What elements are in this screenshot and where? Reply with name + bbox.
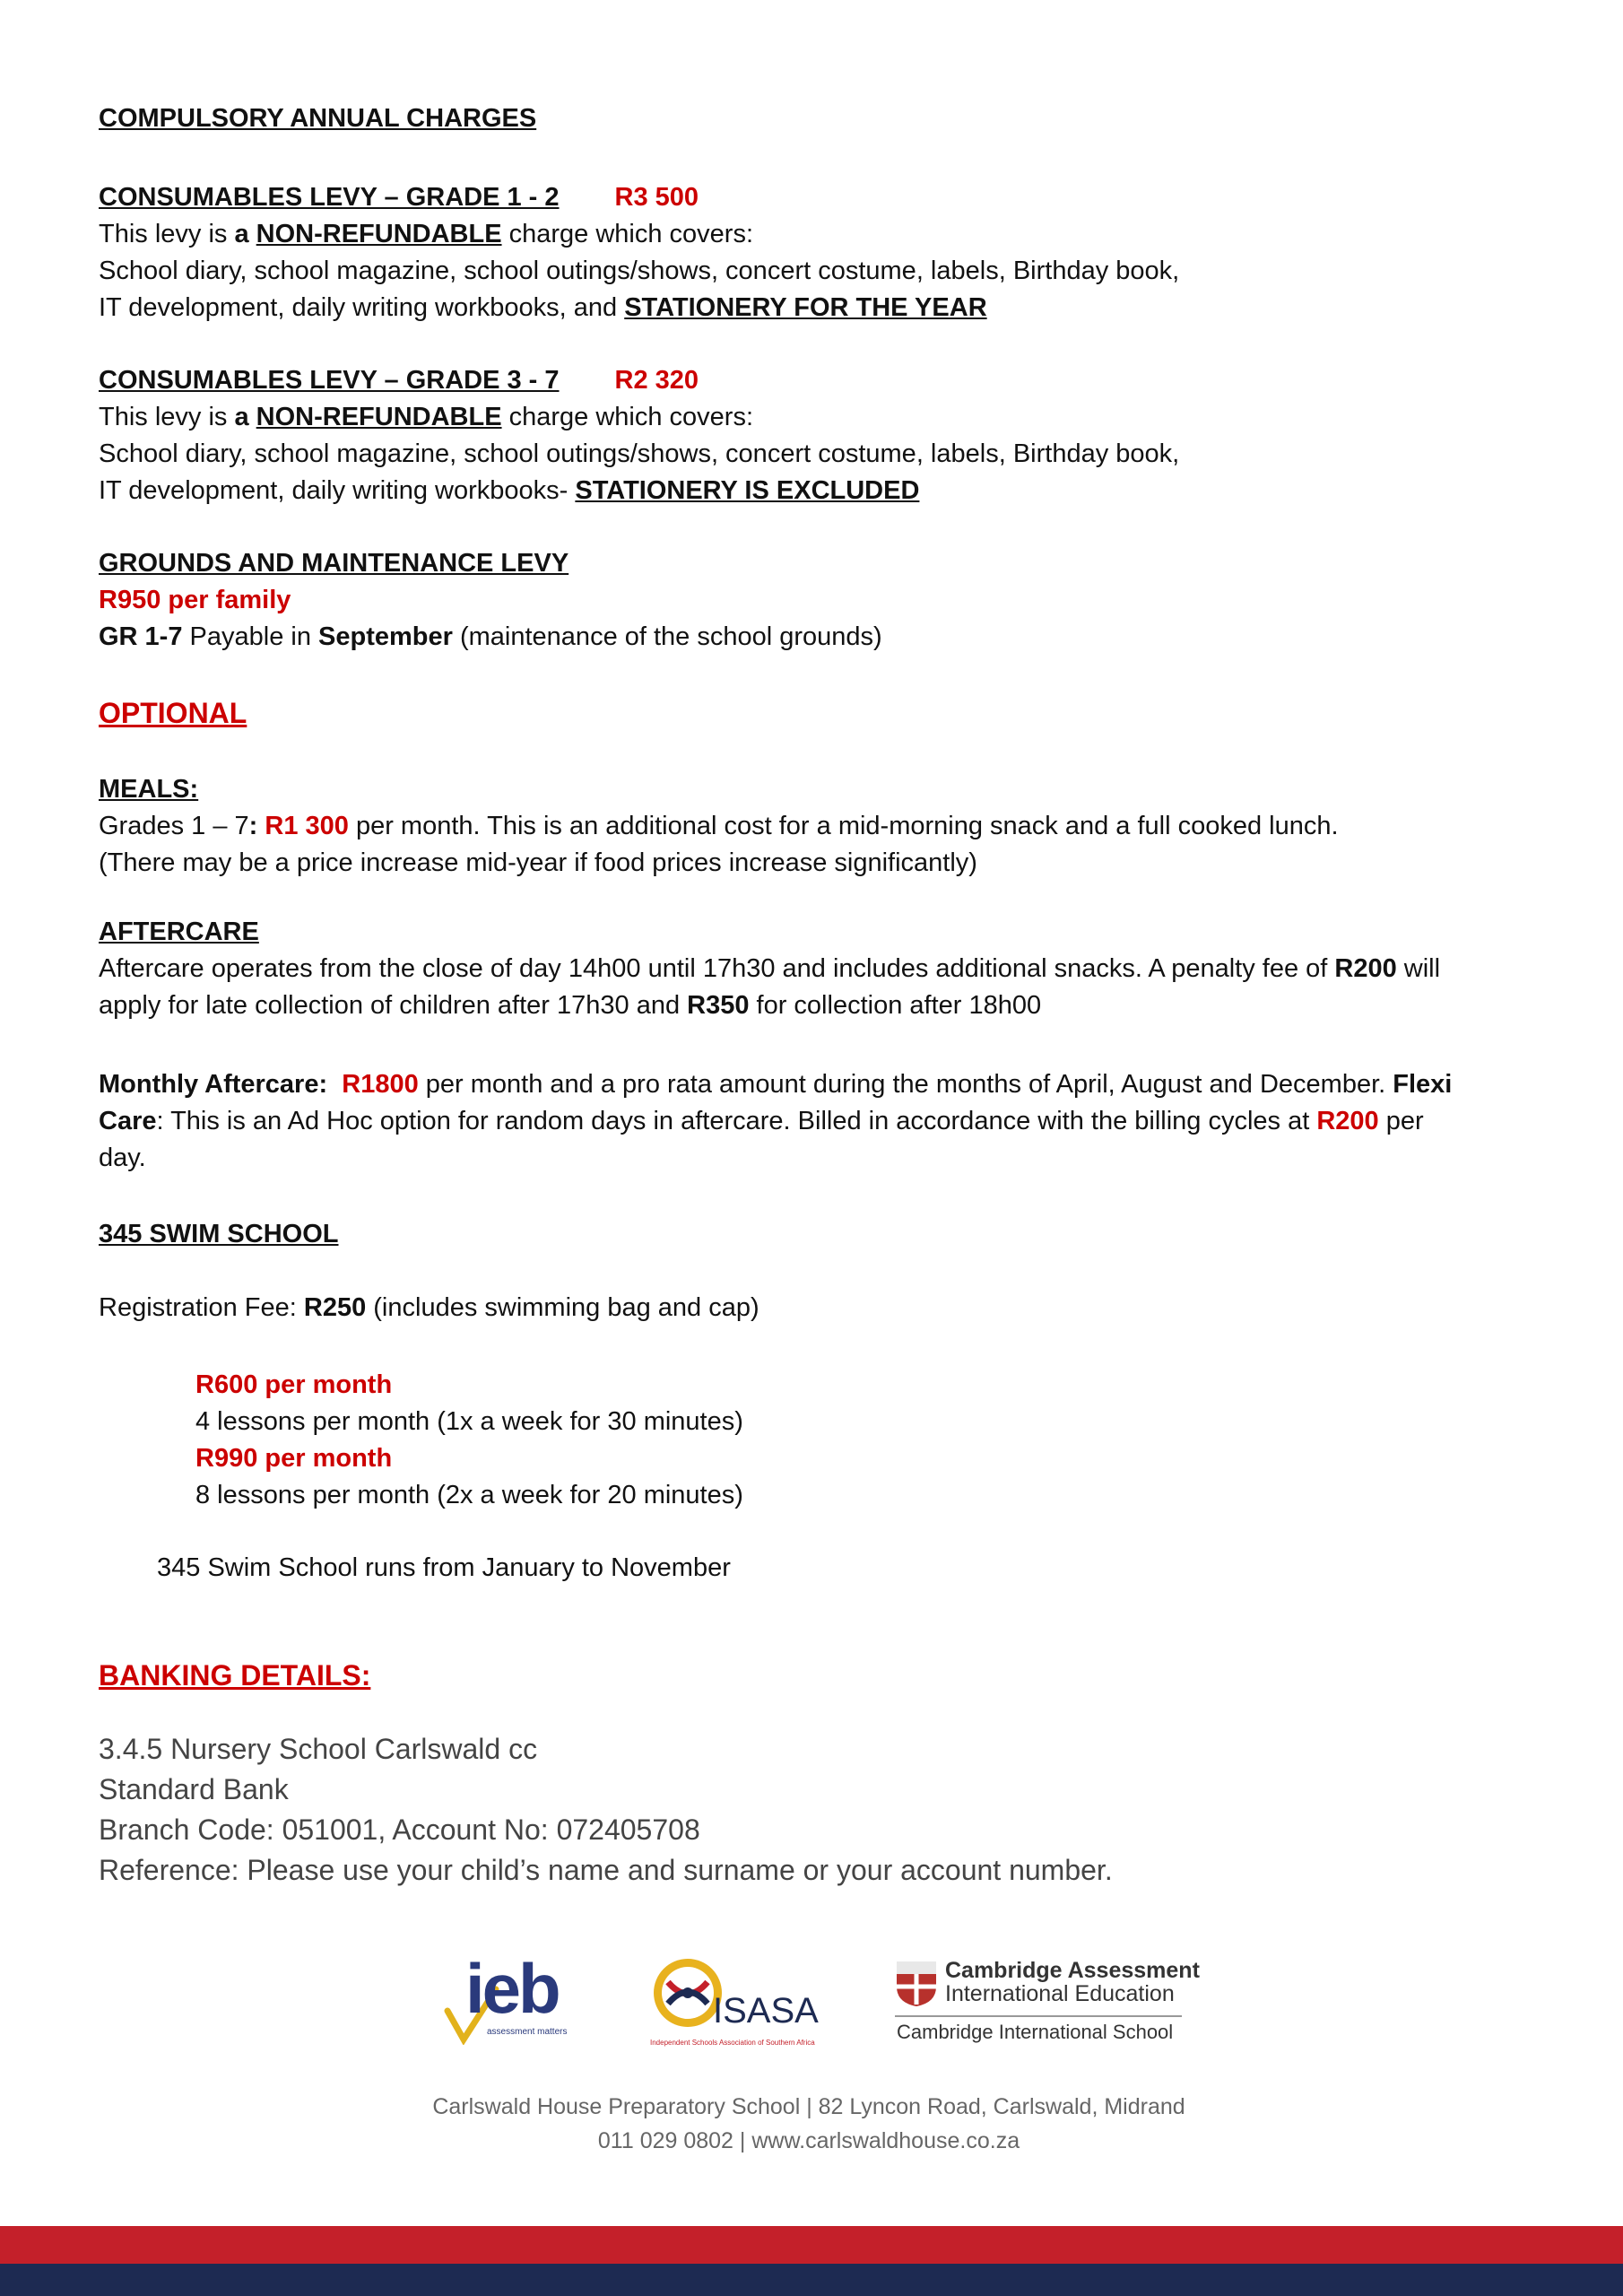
swim-option-1-price: R600 per month [195, 1370, 393, 1399]
swim-reg-price: R250 [303, 1293, 367, 1322]
compulsory-heading: COMPULSORY ANNUAL CHARGES [99, 104, 537, 133]
non-refundable-label: NON-REFUNDABLE [256, 403, 502, 431]
consumables-grade-3-7 [99, 362, 1533, 509]
cambridge-line-1: Cambridge Assessment [945, 1958, 1200, 1983]
stationery-note: STATIONERY IS EXCLUDED [575, 476, 920, 505]
meals-section [99, 771, 1533, 882]
penalty-fee-1: R200 [1334, 954, 1397, 983]
intro-post: charge which covers: [501, 220, 754, 248]
footer-contact: 011 029 0802 | www.carlswaldhouse.co.za [597, 2128, 1020, 2153]
grounds-payable: Payable in [182, 622, 319, 651]
aftercare-line1: Aftercare operates from the close of day 14h00 until 17h30 and includes additional snacks. A penalty fee of [99, 954, 1335, 983]
penalty-fee-2: R350 [687, 991, 750, 1020]
flexi-care-label-2: Care [99, 1107, 157, 1135]
items-line-1: School diary, school magazine, school outings/shows, concert costume, labels, Birthday book, [99, 257, 1180, 285]
bank-account-name: 3.4.5 Nursery School Carlswald cc [99, 1733, 538, 1765]
flexi-care-label-1: Flexi [1393, 1070, 1453, 1099]
consumables-3-7-title: CONSUMABLES LEVY – GRADE 3 - 7 [99, 366, 560, 395]
flexi-care-price: R200 [1316, 1107, 1379, 1135]
flexi-care-desc: : This is an Ad Hoc option for random days in aftercare. Billed in accordance with the billing cycles at [156, 1107, 1317, 1135]
grounds-levy [99, 545, 1533, 656]
consumables-1-2-price: R3 500 [614, 183, 699, 212]
swim-options [195, 1367, 1623, 1514]
grounds-note: (maintenance of the school grounds) [452, 622, 882, 651]
cambridge-line-3: Cambridge International School [897, 2021, 1174, 2043]
intro-a: a [234, 220, 256, 248]
meals-colon: : [248, 812, 258, 840]
flexi-care-post: per [1378, 1107, 1424, 1135]
banking-details [99, 1729, 1533, 1891]
grounds-title: GROUNDS AND MAINTENANCE LEVY [99, 549, 569, 578]
swim-reg-label: Registration Fee: [99, 1293, 304, 1322]
grounds-month: September [318, 622, 453, 651]
aftercare-title: AFTERCARE [99, 918, 259, 946]
footer-band-navy [0, 2264, 1623, 2296]
swim-runs [157, 1550, 1592, 1587]
swim-registration [99, 1290, 1533, 1326]
monthly-aftercare-label: Monthly Aftercare: [99, 1070, 328, 1099]
bank-reference: Reference: Please use your child’s name and surname or your account number. [99, 1854, 1113, 1886]
meals-grades: Grades 1 – 7 [99, 812, 249, 840]
monthly-aftercare-desc: per month and a pro rata amount during the months of April, August and December. [418, 1070, 1393, 1099]
cambridge-line-2: International Education [945, 1981, 1175, 2006]
banking-section [99, 1657, 1533, 1696]
flexi-care-end: day. [99, 1144, 146, 1172]
items-line-2: IT development, daily writing workbooks, and [99, 293, 625, 322]
intro-a: a [234, 403, 256, 431]
bank-codes: Branch Code: 051001, Account No: 072405708 [99, 1813, 700, 1846]
swim-reg-note: (includes swimming bag and cap) [366, 1293, 759, 1322]
cambridge-shield-icon [895, 1960, 938, 2008]
meals-note: (There may be a price increase mid-year if food prices increase significantly) [99, 848, 977, 877]
aftercare-line2-post: for collection after 18h00 [749, 991, 1042, 1020]
meals-title: MEALS: [99, 775, 199, 804]
footer-band-red [0, 2226, 1623, 2264]
aftercare-section [99, 914, 1533, 1024]
consumables-grade-1-2 [99, 179, 1533, 326]
swim-runs-text: 345 Swim School runs from January to November [157, 1553, 731, 1582]
monthly-aftercare-price: R1800 [342, 1070, 419, 1099]
ieb-tagline: assessment matters [487, 2027, 568, 2037]
cambridge-logo [895, 1958, 1200, 2049]
swim-option-2-desc: 8 lessons per month (2x a week for 20 minutes) [195, 1481, 743, 1509]
intro-text: This levy is [99, 220, 235, 248]
ieb-wordmark: ieb [465, 1949, 559, 2028]
meals-price: R1 300 [265, 812, 349, 840]
isasa-logo [650, 1955, 838, 2054]
aftercare-line1-post: will [1396, 954, 1441, 983]
items-line-1: School diary, school magazine, school outings/shows, concert costume, labels, Birthday book, [99, 439, 1180, 468]
stationery-note: STATIONERY FOR THE YEAR [624, 293, 987, 322]
footer-address: Carlswald House Preparatory School | 82 Lyncon Road, Carlswald, Midrand [432, 2094, 1185, 2119]
swim-option-1-desc: 4 lessons per month (1x a week for 30 minutes) [195, 1407, 743, 1436]
items-line-2: IT development, daily writing workbooks- [99, 476, 576, 505]
intro-post: charge which covers: [501, 403, 754, 431]
swim-school-section [99, 1216, 1533, 1253]
monthly-aftercare [99, 1066, 1533, 1177]
non-refundable-label: NON-REFUNDABLE [256, 220, 502, 248]
aftercare-line2: apply for late collection of children after 17h30 and [99, 991, 688, 1020]
grounds-price: R950 per family [99, 586, 291, 614]
optional-section [99, 695, 1533, 734]
swim-title: 345 SWIM SCHOOL [99, 1220, 339, 1248]
meals-desc: per month. This is an additional cost for a mid-morning snack and a full cooked lunch. [348, 812, 1339, 840]
ieb-logo [444, 1949, 578, 2045]
isasa-wordmark: ISASA [713, 1991, 819, 2031]
isasa-tagline: Independent Schools Association of Southern Africa [650, 2039, 815, 2047]
optional-heading: OPTIONAL [99, 697, 247, 729]
grounds-grades: GR 1-7 [99, 622, 183, 651]
swim-option-2-price: R990 per month [195, 1444, 393, 1473]
banking-heading: BANKING DETAILS: [99, 1659, 371, 1692]
cambridge-divider [895, 2015, 1182, 2017]
consumables-1-2-title: CONSUMABLES LEVY – GRADE 1 - 2 [99, 183, 560, 212]
bank-name: Standard Bank [99, 1773, 289, 1805]
intro-text: This levy is [99, 403, 235, 431]
consumables-3-7-price: R2 320 [614, 366, 699, 395]
compulsory-section [99, 100, 1533, 137]
